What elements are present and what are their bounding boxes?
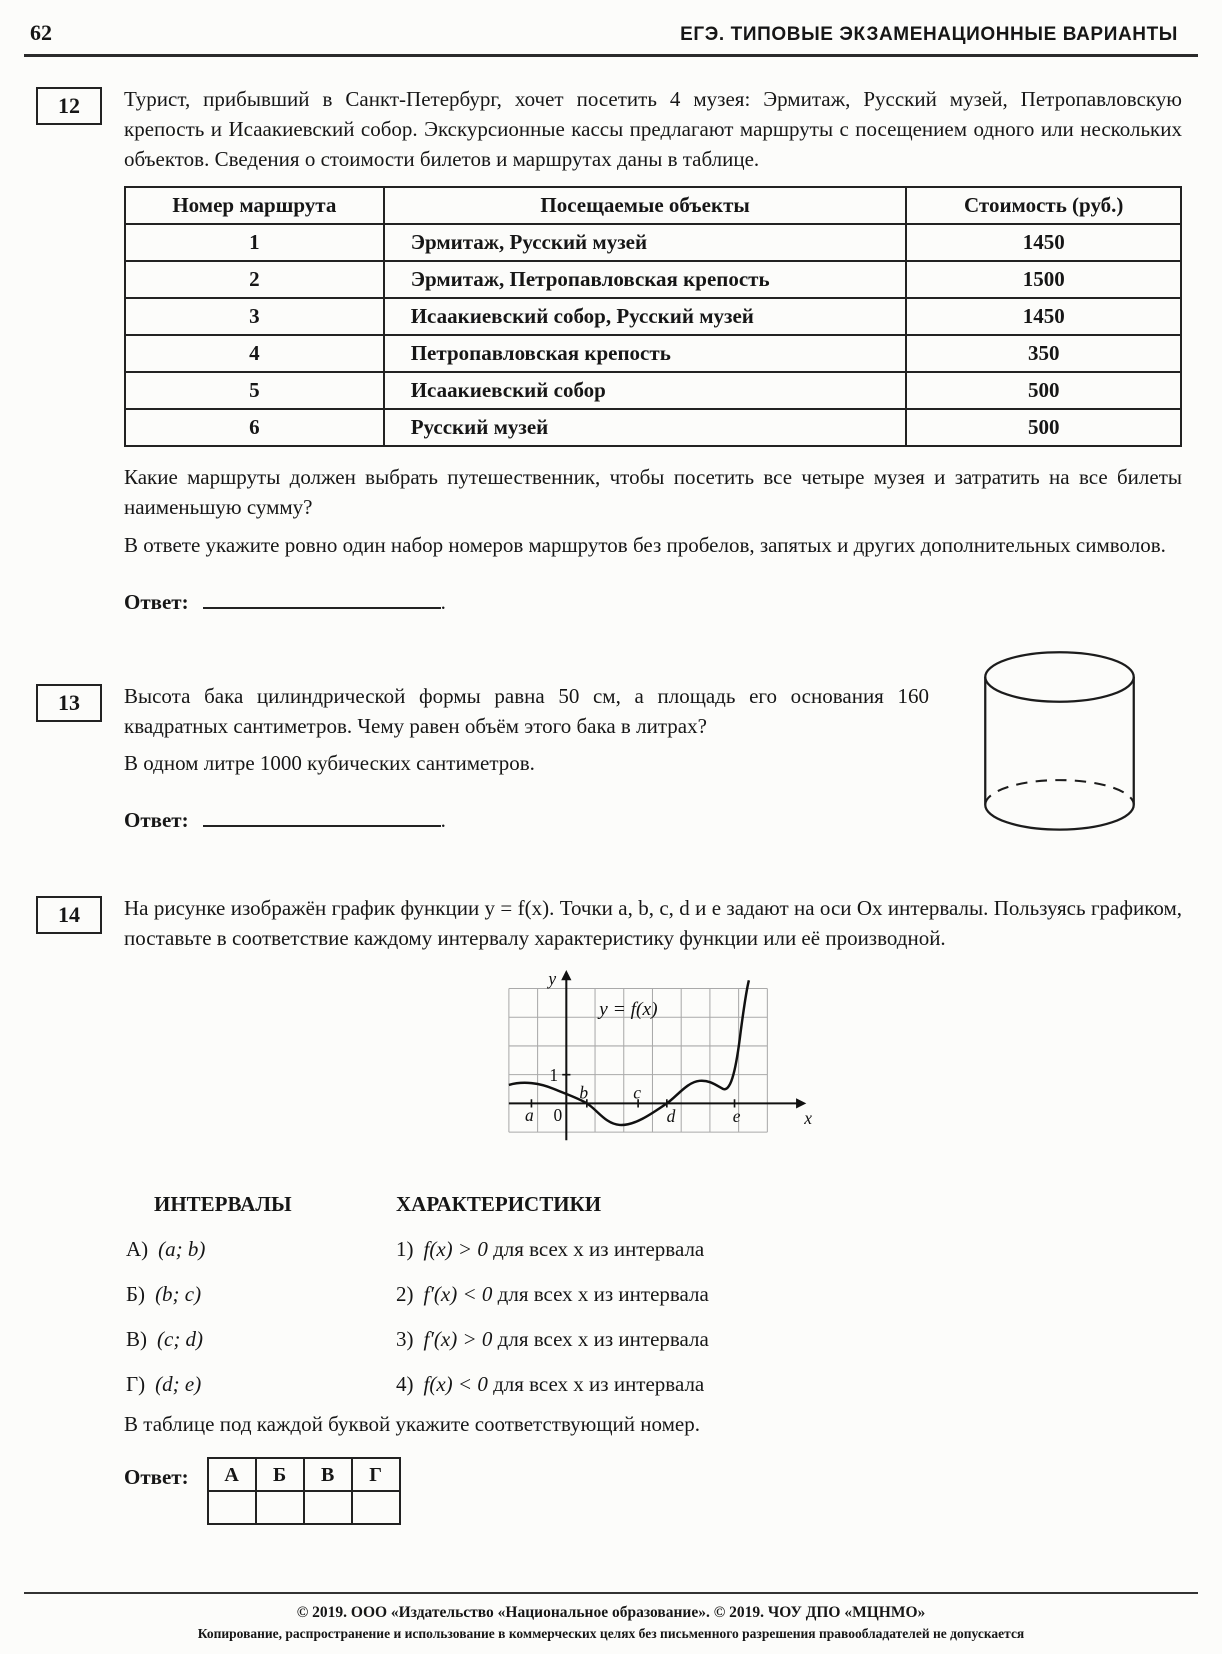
characteristic-item-1 <box>388 1235 1182 1265</box>
answer-header-a: А <box>208 1458 256 1491</box>
answer-label: Ответ: <box>124 808 189 833</box>
answer-table-header-row <box>208 1458 400 1491</box>
page-header <box>0 0 1222 52</box>
point-label-b: b <box>578 1081 588 1102</box>
answer-header-b: Б <box>256 1458 304 1491</box>
interval-item-g <box>126 1370 388 1400</box>
table-row <box>125 335 1181 372</box>
characteristic-number: 4) <box>396 1371 414 1396</box>
interval-letter: Б) <box>126 1282 146 1307</box>
characteristic-number: 2) <box>396 1282 414 1307</box>
characteristic-math: f′(x) > 0 <box>423 1326 493 1351</box>
route-number: 2 <box>125 261 384 298</box>
col-header-objects: Посещаемые объекты <box>384 187 907 224</box>
route-price: 1450 <box>906 224 1181 261</box>
page-footer <box>0 1592 1222 1642</box>
cylinder-bottom-front <box>985 805 1134 830</box>
answer-suffix: . <box>440 808 446 833</box>
answer-suffix: . <box>440 589 446 614</box>
problem-14-body <box>124 894 1182 1525</box>
characteristic-math: f(x) < 0 <box>423 1371 488 1396</box>
characteristic-number: 1) <box>396 1237 414 1262</box>
table-row <box>125 224 1181 261</box>
cylinder-top <box>985 652 1134 702</box>
cylinder-figure <box>977 648 1142 845</box>
intervals-title: ИНТЕРВАЛЫ <box>154 1192 292 1217</box>
problem-13-number-box: 13 <box>36 684 102 722</box>
route-price: 1450 <box>906 298 1181 335</box>
route-objects: Исаакиевский собор <box>384 372 907 409</box>
routes-table <box>124 186 1182 447</box>
origin-label: 0 <box>552 1104 562 1125</box>
characteristic-number: 3) <box>396 1326 414 1351</box>
route-number: 6 <box>125 409 384 446</box>
route-price: 1500 <box>906 261 1181 298</box>
match-grid <box>126 1190 1182 1399</box>
problem-13-note: В одном литре 1000 кубических сантиметров. <box>124 751 535 776</box>
problem-14-number-box: 14 <box>36 896 102 934</box>
answer-blank <box>203 587 441 609</box>
characteristic-math: f(x) > 0 <box>423 1237 488 1262</box>
route-price: 350 <box>906 335 1181 372</box>
point-label-a: a <box>524 1104 534 1125</box>
footer-notice: Копирование, распространение и использование в коммерческих целях без письменного разрешения правообладателей не допускается <box>197 1626 1025 1641</box>
table-row <box>125 261 1181 298</box>
characteristics-title: ХАРАКТЕРИСТИКИ <box>396 1192 602 1217</box>
point-label-c: c <box>632 1081 641 1102</box>
characteristic-item-4 <box>388 1370 1182 1400</box>
interval-letter: Г) <box>126 1371 146 1396</box>
answer-blank <box>203 805 441 827</box>
route-objects: Петропавловская крепость <box>384 335 907 372</box>
problem-12-note: В ответе укажите ровно один набор номеров маршрутов без пробелов, запятых и других дополнительных символов. <box>124 533 1166 558</box>
answer-cell <box>208 1491 256 1524</box>
answer-table <box>207 1457 401 1525</box>
route-price: 500 <box>906 372 1181 409</box>
route-objects: Эрмитаж, Петропавловская крепость <box>384 261 907 298</box>
interval-range: (a; b) <box>158 1237 206 1262</box>
interval-range: (c; d) <box>157 1326 204 1351</box>
route-objects: Русский музей <box>384 409 907 446</box>
answer-label: Ответ: <box>124 589 189 614</box>
problem-13 <box>36 682 1182 836</box>
interval-item-a <box>126 1235 388 1265</box>
y-axis-label: y <box>547 968 556 989</box>
route-number: 1 <box>125 224 384 261</box>
footer-copyright: © 2019. ООО «Издательство «Национальное образование». © 2019. ЧОУ ДПО «МЦНМО» <box>296 1604 926 1621</box>
characteristic-text: для всех x из интервала <box>497 1282 709 1307</box>
problem-12-body <box>124 85 1182 618</box>
problem-14-answer-row <box>124 1457 1182 1525</box>
table-row <box>125 372 1181 409</box>
x-axis-label: x <box>803 1107 812 1128</box>
graph-container <box>124 968 1182 1177</box>
problem-12-number-box: 12 <box>36 87 102 125</box>
interval-range: (d; e) <box>155 1371 202 1396</box>
problem-14-intro: На рисунке изображён график функции y = f(x). Точки a, b, c, d и e задают на оси Ox интервалы. Пользуясь графиком, поставьте в соответствие каждому интервалу характеристику функции или её производной. <box>124 896 1182 950</box>
table-header-row <box>125 187 1181 224</box>
route-price: 500 <box>906 409 1181 446</box>
table-row <box>125 409 1181 446</box>
cylinder-bottom-back <box>985 780 1134 805</box>
characteristic-item-2 <box>388 1280 1182 1310</box>
route-objects: Исаакиевский собор, Русский музей <box>384 298 907 335</box>
problem-12-answer-row <box>124 587 1182 618</box>
characteristic-math: f′(x) < 0 <box>423 1282 493 1307</box>
col-header-price: Стоимость (руб.) <box>906 187 1181 224</box>
answer-table-input-row <box>208 1491 400 1524</box>
header-divider <box>24 54 1198 57</box>
characteristic-text: для всех x из интервала <box>497 1326 709 1351</box>
page-number: 62 <box>30 20 52 45</box>
interval-item-b <box>126 1280 388 1310</box>
interval-letter: В) <box>126 1326 147 1351</box>
answer-cell <box>352 1491 400 1524</box>
characteristic-text: для всех x из интервала <box>493 1237 705 1262</box>
header-title: ЕГЭ. ТИПОВЫЕ ЭКЗАМЕНАЦИОННЫЕ ВАРИАНТЫ <box>680 24 1178 45</box>
problem-12-intro: Турист, прибывший в Санкт-Петербург, хочет посетить 4 музея: Эрмитаж, Русский музей, Петропавловскую крепость и Исаакиевский собор. Экскурсионные кассы предлагают маршруты с посещением одного или нескольких объектов. Сведения о стоимости билетов и маршрутах даны в таблице. <box>124 87 1182 171</box>
y-axis-arrow <box>561 970 571 980</box>
route-number: 3 <box>125 298 384 335</box>
answer-header-g: Г <box>352 1458 400 1491</box>
problem-12-question: Какие маршруты должен выбрать путешественник, чтобы посетить все четыре музея и затратить на все билеты наименьшую сумму? <box>124 465 1182 520</box>
problem-12 <box>36 85 1182 618</box>
answer-header-v: В <box>304 1458 352 1491</box>
interval-range: (b; c) <box>155 1282 202 1307</box>
problem-14 <box>36 894 1182 1525</box>
answer-cell <box>304 1491 352 1524</box>
point-label-e: e <box>732 1105 740 1126</box>
col-header-route-number: Номер маршрута <box>125 187 384 224</box>
problem-14-table-note: В таблице под каждой буквой укажите соответствующий номер. <box>124 1411 700 1436</box>
answer-label: Ответ: <box>124 1465 189 1490</box>
y-tick-label: 1 <box>548 1064 558 1085</box>
function-graph <box>481 968 826 1168</box>
interval-letter: А) <box>126 1237 149 1262</box>
characteristic-item-3 <box>388 1325 1182 1355</box>
curve-label: y = f(x) <box>598 998 658 1020</box>
footer-divider <box>24 1592 1198 1594</box>
table-row <box>125 298 1181 335</box>
route-number: 4 <box>125 335 384 372</box>
route-number: 5 <box>125 372 384 409</box>
answer-cell <box>256 1491 304 1524</box>
characteristic-text: для всех x из интервала <box>493 1371 705 1396</box>
route-objects: Эрмитаж, Русский музей <box>384 224 907 261</box>
point-label-d: d <box>666 1105 675 1126</box>
interval-item-v <box>126 1325 388 1355</box>
problem-13-text: Высота бака цилиндрической формы равна 50 см, а площадь его основания 160 квадратных сантиметров. Чему равен объём этого бака в литрах? <box>124 683 929 738</box>
